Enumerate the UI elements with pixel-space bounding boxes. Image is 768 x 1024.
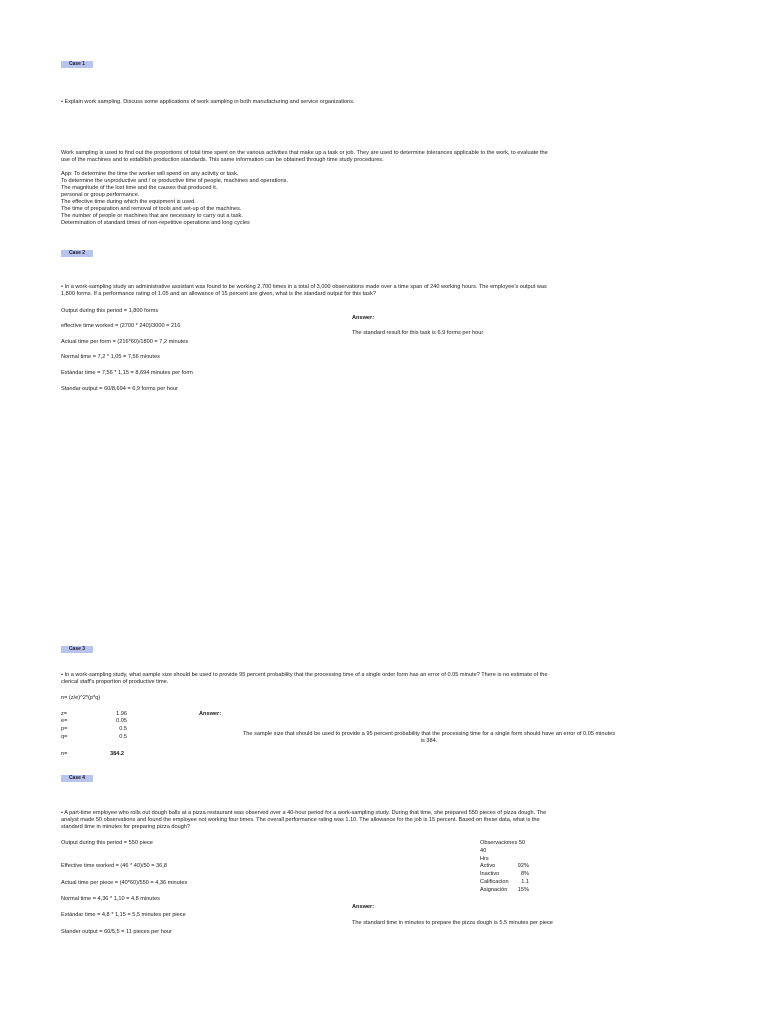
case-3-var-value: 1.96 bbox=[116, 711, 127, 717]
case-4-step: Normal time = 4,36 * 1,10 = 4,8 minutes bbox=[61, 896, 160, 902]
case-2-step: Standar output = 60/8,694 = 6,9 forms per hour bbox=[61, 386, 178, 392]
case-4-badge: Case 4 bbox=[61, 775, 93, 782]
case-4-question-line-2: analyst made 50 observations and found the employee not working four times. The overall performance rating was 1.10. The allowance for the job is 15 percent. Based on these data, what is the bbox=[61, 817, 540, 823]
case-2-badge: Case 2 bbox=[61, 250, 93, 257]
case-4-step: Output during this period = 550 piece bbox=[61, 840, 153, 846]
app-line: The time of preparation and removal of tools and set-up of the machines. bbox=[61, 206, 242, 212]
case-2-step: Actual time per form = (216*60)/1800 = 7,2 minutes bbox=[61, 339, 189, 345]
case-3-answer-line-2: is 384. bbox=[420, 738, 438, 744]
app-line: personal or group performance. bbox=[61, 192, 140, 198]
case-4-step: Actual time per piece = (40*60)/550 = 4,36 minutes bbox=[61, 880, 188, 886]
case-3-question-line-1: • In a work-sampling study, what sample size should be used to provide 95 percent probability that the processing time of a single order form has an error of 0.05 minute? There is no estimate of the bbox=[61, 672, 548, 678]
case-3-question-line-2: clerical staff's proportion of productive time. bbox=[61, 679, 169, 685]
case-3-var-label: z= bbox=[61, 711, 68, 717]
case-4-table-label: Asignación bbox=[480, 887, 508, 893]
case-4-table-label: Activo bbox=[480, 863, 496, 869]
case-3-n-value: 384.2 bbox=[110, 751, 124, 757]
app-line: Determination of standard times of non-repetitive operations and long cycles bbox=[61, 220, 250, 226]
case-3-formula: n= (z/e)^2*(p*q) bbox=[61, 695, 101, 701]
case-1-paragraph-line-1: Work sampling is used to find out the proportions of total time spent on the various activities that make up a task or job. They are used to determine tolerances applicable to the work, to evaluate the bbox=[61, 150, 548, 156]
case-2-step: Normal time = 7,2 * 1,05 = 7,56 minutes bbox=[61, 354, 160, 360]
app-line: To determine the unproductive and / or productive time of people, machines and operations. bbox=[61, 178, 288, 184]
case-4-table-label: Inactivo bbox=[480, 871, 500, 877]
case-3-badge: Case 3 bbox=[61, 646, 93, 653]
case-2-step: effective time worked = (2700 * 240)/3000 = 216 bbox=[61, 323, 181, 329]
case-3-answer-label: Answer: bbox=[199, 711, 222, 717]
case-4-observations-title: Observaciones 50 bbox=[480, 840, 526, 846]
case-2-step: Output during this period = 1,800 forms bbox=[61, 308, 159, 314]
case-2-question-line-1: • In a work-sampling study an administrative assistant was found to be working 2,700 times in a total of 3,000 observations made over a time span of 240 working hours. The employee's output was bbox=[61, 284, 547, 290]
case-4-step: Effective time worked = (46 * 40)/50 = 36,8 bbox=[61, 863, 167, 869]
case-4-step: Estándar time = 4,8 * 1,15 = 5,5 minutes per piece bbox=[61, 912, 186, 918]
case-3-var-label: p= bbox=[61, 726, 68, 732]
case-4-table-value: 1.1 bbox=[521, 879, 529, 885]
case-4-table-value: 8% bbox=[520, 871, 529, 877]
case-2-answer-label: Answer: bbox=[352, 315, 375, 321]
case-4-observation-hours-unit: Hrs bbox=[480, 856, 489, 862]
case-4-table-value: 15% bbox=[517, 887, 529, 893]
case-3-var-value: 0.5 bbox=[119, 734, 127, 740]
case-4-answer-text: The standard time in minutes to prepare the pizza dough is 5.5 minutes per piece bbox=[352, 920, 553, 926]
case-1-paragraph-line-2: use of the machines and to establish production standards. This same information can be obtained through time study procedures. bbox=[61, 157, 384, 163]
case-1-app-list bbox=[61, 171, 288, 227]
case-4-table-value: 92% bbox=[517, 863, 529, 869]
case-2-answer-text: The standard result for this task is 6.9 forms per hour bbox=[352, 330, 484, 336]
app-line: The effective time during which the equipment is used. bbox=[61, 199, 196, 205]
case-1-badge: Case 1 bbox=[61, 61, 93, 68]
app-line: App: To determine the time the worker will spend on any activity or task. bbox=[61, 171, 239, 177]
case-2-step: Estándar time = 7,56 * 1,15 = 8,694 minutes per form bbox=[61, 370, 193, 376]
case-2-question-line-2: 1,800 forms. If a performance rating of 1.05 and an allowance of 15 percent are given, what is the standard output for this task? bbox=[61, 291, 376, 297]
case-3-var-label: q= bbox=[61, 734, 68, 740]
case-4-table-label: Calificacion bbox=[480, 879, 509, 885]
case-4-answer-label: Answer: bbox=[352, 904, 375, 910]
case-3-var-label: e= bbox=[61, 718, 68, 724]
case-4-question-line-1: • A part-time employee who rolls out dough balls at a pizza restaurant was observed over a 40-hour period for a work-sampling study. During that time, she prepared 550 pieces of pizza dough. The bbox=[61, 810, 547, 816]
case-3-answer-line-1: The sample size that should be used to provide a 95 percent probability that the processing time for a single form should have an error of 0.05 minutes bbox=[242, 731, 616, 737]
case-3-var-value: 0.5 bbox=[119, 726, 127, 732]
app-line: The magnitude of the lost time and the causes that produced it. bbox=[61, 185, 218, 191]
case-4-observation-hours: 40 bbox=[480, 848, 487, 854]
case-3-var-value: 0.05 bbox=[116, 718, 127, 724]
case-1-question: • Explain work sampling. Discuss some applications of work sampling in both manufacturing and service organizations. bbox=[61, 99, 355, 105]
app-line: The number of people or machines that are necessary to carry out a task. bbox=[61, 213, 243, 219]
case-4-question-line-3: standard time in minutes for preparing pizza dough? bbox=[61, 824, 191, 830]
case-4-step: Stander output = 60/5,5 = 11 pieces per hour bbox=[61, 929, 172, 935]
case-3-n-label: n= bbox=[61, 751, 68, 757]
